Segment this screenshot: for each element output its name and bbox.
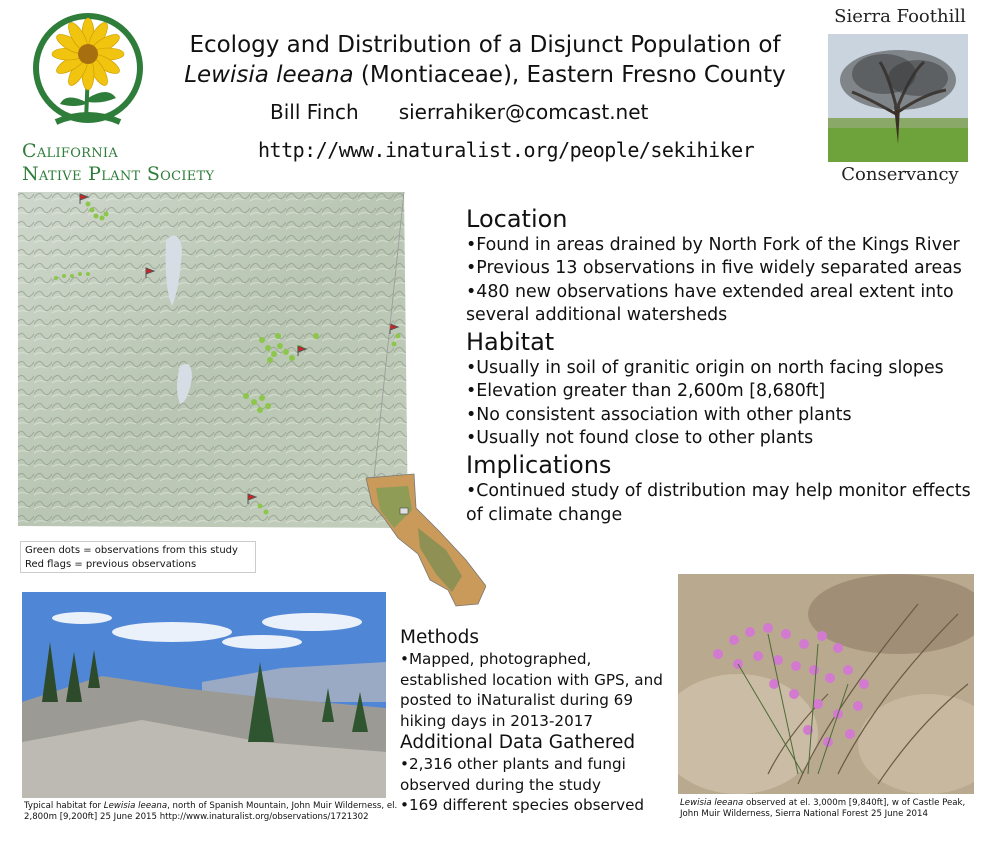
habitat-bullet: •Elevation greater than 2,600m [8,680ft] [466,381,826,402]
additional-bullet: •2,316 other plants and fungi observed during the study [400,755,626,794]
author-name: Bill Finch [270,100,359,124]
habitat-caption-pre: Typical habitat for [24,801,104,811]
habitat-bullet: •Usually not found close to other plants [466,428,814,449]
habitat-photo-caption [24,801,404,823]
additional-bullet: •169 different species observed [400,796,645,814]
implications-bullet: •Continued study of distribution may help monitor effects of climate change [466,481,971,525]
map-legend [20,541,256,573]
location-bullet: •Previous 13 observations in five widely separated areas [466,258,962,279]
title-line-2 [150,60,820,90]
implications-heading: Implications [466,451,612,480]
habitat-heading: Habitat [466,328,555,357]
cnps-name-line2: Native Plant Society [22,163,215,185]
oak-tree-photo [828,34,968,162]
poster-title [150,30,820,90]
sfc-name-bottom: Conservancy [841,164,959,185]
methods-section [400,626,680,816]
location-heading: Location [466,205,568,233]
cnps-name [22,140,232,186]
methods-heading: Methods [400,627,480,648]
title-species: Lewisia leeana [184,62,354,88]
author-line [270,100,688,124]
habitat-caption-post: , north of Spanish Mountain, John Muir Wilderness, el. 2,800m [9,200ft] 25 June 2015 http://www.inaturalist.org/observations/1721302 [24,801,398,822]
location-bullet: •480 new observations have extended areal extent into several additional watersheds [466,281,954,325]
plant-caption-species: Lewisia leeana [680,798,744,808]
lewisia-photo-caption [680,798,980,820]
lewisia-photo [678,574,974,794]
map-terrain [18,192,408,528]
legend-green-dots: Green dots = observations from this study [25,545,238,556]
info-section [466,204,976,527]
author-url[interactable]: http://www.inaturalist.org/people/sekihiker [258,138,755,162]
habitat-caption-species: Lewisia leeana [103,801,168,811]
location-bullet: •Found in areas drained by North Fork of the Kings River [466,235,960,255]
cnps-name-line1: California [22,140,119,162]
sunflower-emblem-icon [26,12,150,136]
title-rest: (Montiaceae), Eastern Fresno County [353,62,786,88]
additional-heading: Additional Data Gathered [400,732,636,753]
sfc-name-top: Sierra Foothill [834,6,966,27]
title-line-1: Ecology and Distribution of a Disjunct Population of [189,32,781,58]
sfc-logo [820,6,980,184]
legend-red-flags: Red flags = previous observations [25,559,197,570]
habitat-photo [22,592,386,798]
methods-text: •Mapped, photographed, established location with GPS, and posted to iNaturalist during 69 hiking days in 2013-2017 [400,650,663,730]
habitat-bullet: •Usually in soil of granitic origin on north facing slopes [466,358,944,379]
author-email[interactable]: sierrahiker@comcast.net [398,100,649,124]
plant-caption-post: observed at el. 3,000m [9,840ft], w of Castle Peak, John Muir Wilderness, Sierra National Forest 25 June 2014 [680,798,966,819]
habitat-bullet: •No consistent association with other plants [466,404,852,425]
